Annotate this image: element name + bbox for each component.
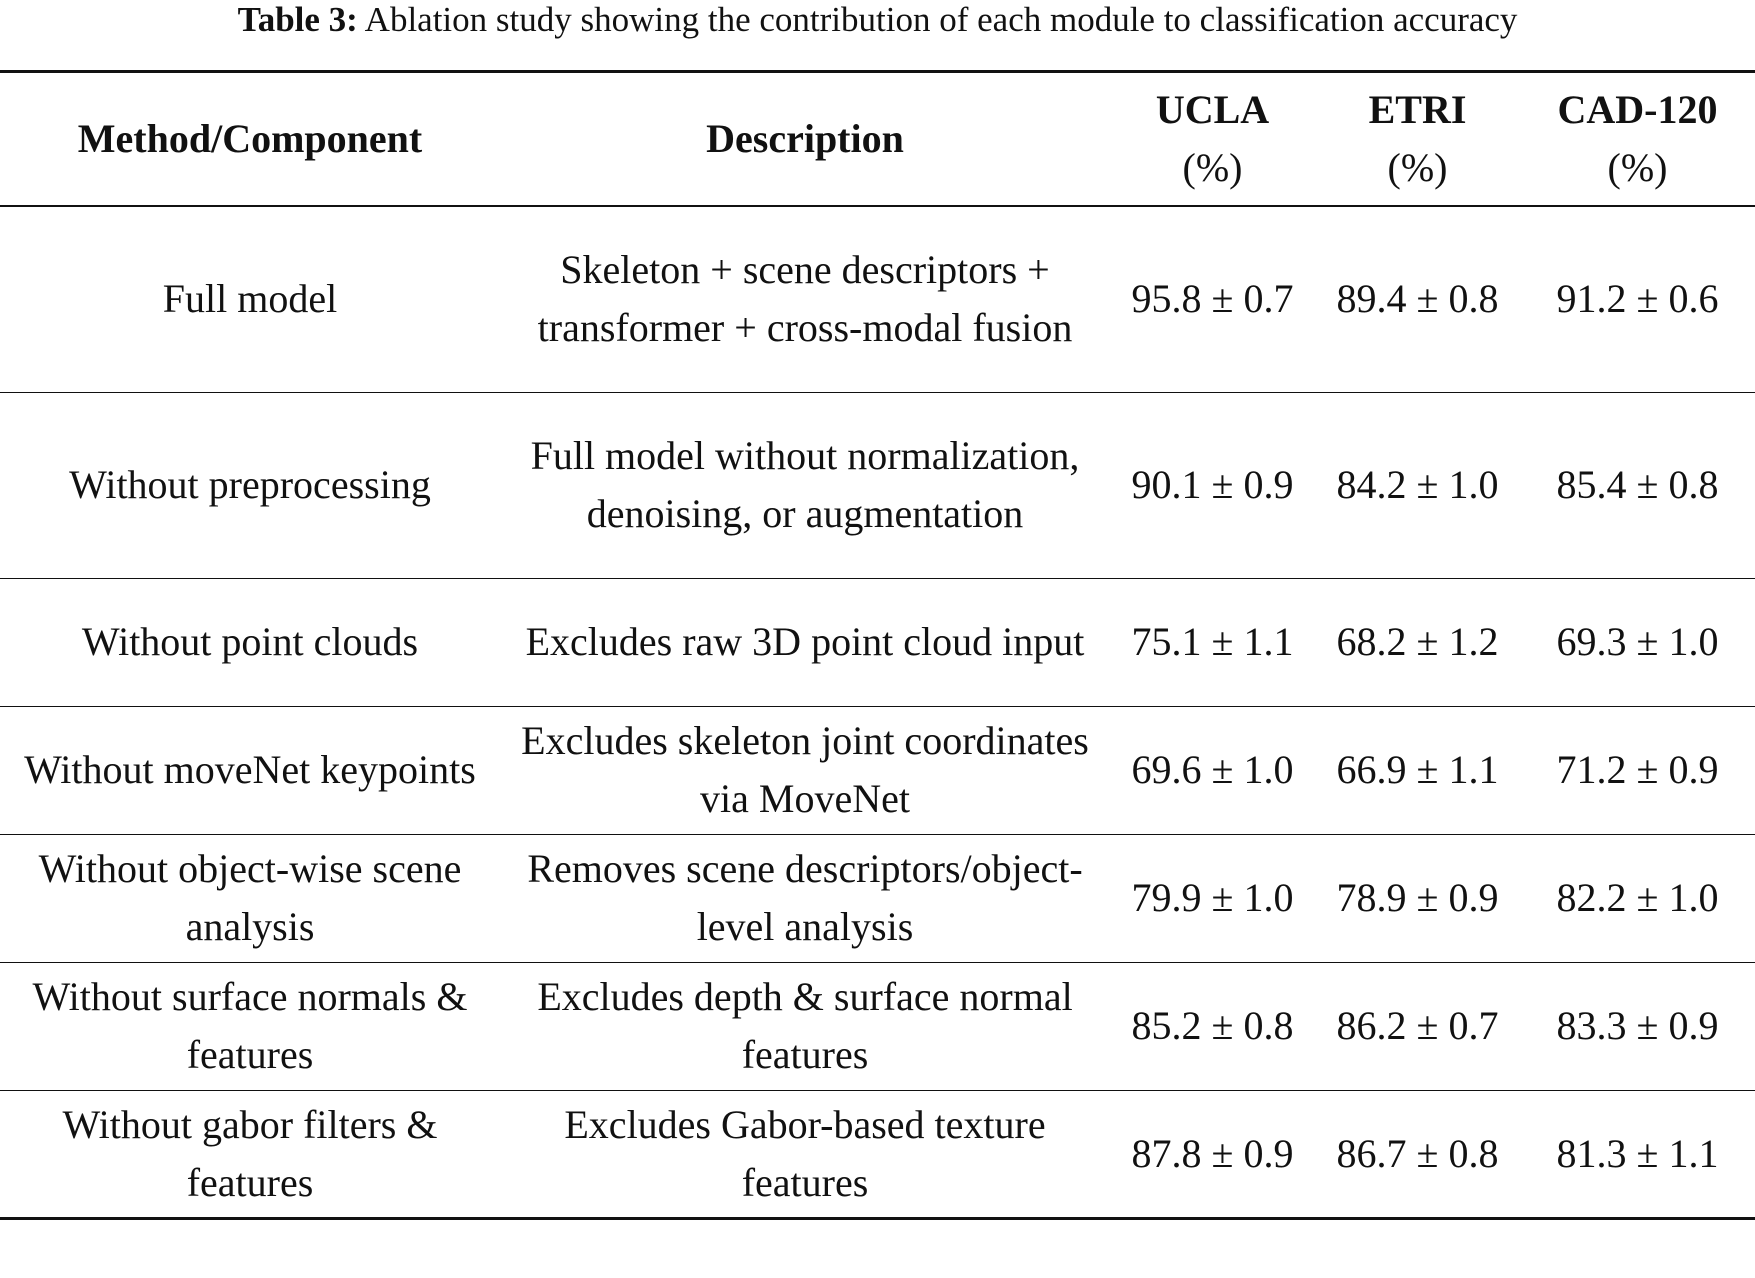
cell-method: Without preprocessing — [69, 462, 431, 507]
table-body — [0, 206, 1755, 1218]
column-header-etri-label: ETRI — [1368, 87, 1467, 132]
column-header-ucla-unit: (%) — [1182, 145, 1243, 190]
cell-etri: 86.7 ± 0.8 — [1336, 1130, 1499, 1176]
cell-description: Excludes depth & surface normal features — [537, 974, 1073, 1077]
cell-method: Without point clouds — [81, 619, 419, 664]
table-row — [0, 962, 1755, 1090]
column-header-cad120-label: CAD-120 — [1557, 87, 1718, 132]
column-header-cad120 — [1520, 72, 1755, 207]
column-header-cad120-unit: (%) — [1607, 145, 1668, 190]
cell-description: Excludes Gabor-based texture features — [564, 1101, 1046, 1205]
table-row — [0, 392, 1755, 578]
column-header-ucla-label: UCLA — [1155, 87, 1270, 132]
cell-method: Full model — [162, 276, 338, 322]
cell-cad120: 91.2 ± 0.6 — [1556, 276, 1719, 322]
cell-etri: 89.4 ± 0.8 — [1336, 276, 1499, 322]
cell-ucla: 69.6 ± 1.0 — [1131, 747, 1294, 792]
ablation-table — [0, 70, 1755, 1220]
column-header-description-label: Description — [706, 116, 904, 161]
cell-cad120: 83.3 ± 0.9 — [1556, 1003, 1719, 1048]
column-header-etri — [1315, 72, 1520, 207]
cell-etri: 78.9 ± 0.9 — [1336, 875, 1499, 920]
header-row — [0, 72, 1755, 207]
cell-etri: 68.2 ± 1.2 — [1336, 619, 1499, 664]
table-row — [0, 578, 1755, 706]
cell-etri: 84.2 ± 1.0 — [1336, 462, 1499, 507]
cell-description: Full model without normalization, denoising, or augmentation — [530, 433, 1080, 536]
cell-method: Without gabor filters & features — [62, 1101, 438, 1205]
table-row — [0, 1090, 1755, 1218]
cell-description: Skeleton + scene descriptors + transformer + cross-modal fusion — [537, 247, 1073, 351]
cell-ucla: 95.8 ± 0.7 — [1131, 276, 1294, 322]
cell-cad120: 85.4 ± 0.8 — [1556, 462, 1719, 507]
column-header-ucla — [1110, 72, 1315, 207]
cell-description: Excludes raw 3D point cloud input — [525, 619, 1085, 664]
cell-ucla: 90.1 ± 0.9 — [1131, 462, 1294, 507]
cell-method: Without moveNet keypoints — [24, 747, 476, 792]
cell-description: Removes scene descriptors/object-level analysis — [527, 846, 1083, 949]
table-caption-text: Ablation study showing the contribution of each module to classification accuracy — [364, 0, 1518, 39]
cell-ucla: 85.2 ± 0.8 — [1131, 1003, 1294, 1048]
column-header-etri-unit: (%) — [1387, 145, 1448, 190]
table-header — [0, 72, 1755, 207]
column-header-method-label: Method/Component — [77, 116, 423, 161]
table-row — [0, 706, 1755, 834]
cell-ucla: 79.9 ± 1.0 — [1131, 875, 1294, 920]
cell-ucla: 75.1 ± 1.1 — [1131, 619, 1294, 664]
cell-method: Without object-wise scene analysis — [38, 846, 462, 949]
table-caption-label: Table 3: — [237, 0, 358, 39]
column-header-method — [0, 72, 500, 207]
table-row — [0, 206, 1755, 392]
cell-description: Excludes skeleton joint coordinates via MoveNet — [521, 718, 1089, 821]
cell-cad120: 81.3 ± 1.1 — [1556, 1130, 1719, 1176]
cell-etri: 86.2 ± 0.7 — [1336, 1003, 1499, 1048]
cell-etri: 66.9 ± 1.1 — [1336, 747, 1499, 792]
column-header-description — [500, 72, 1110, 207]
cell-cad120: 82.2 ± 1.0 — [1556, 875, 1719, 920]
cell-method: Without surface normals & features — [32, 974, 468, 1077]
table-caption — [0, 0, 1755, 40]
cell-ucla: 87.8 ± 0.9 — [1131, 1130, 1294, 1176]
cell-cad120: 71.2 ± 0.9 — [1556, 747, 1719, 792]
table-row — [0, 834, 1755, 962]
cell-cad120: 69.3 ± 1.0 — [1556, 619, 1719, 664]
